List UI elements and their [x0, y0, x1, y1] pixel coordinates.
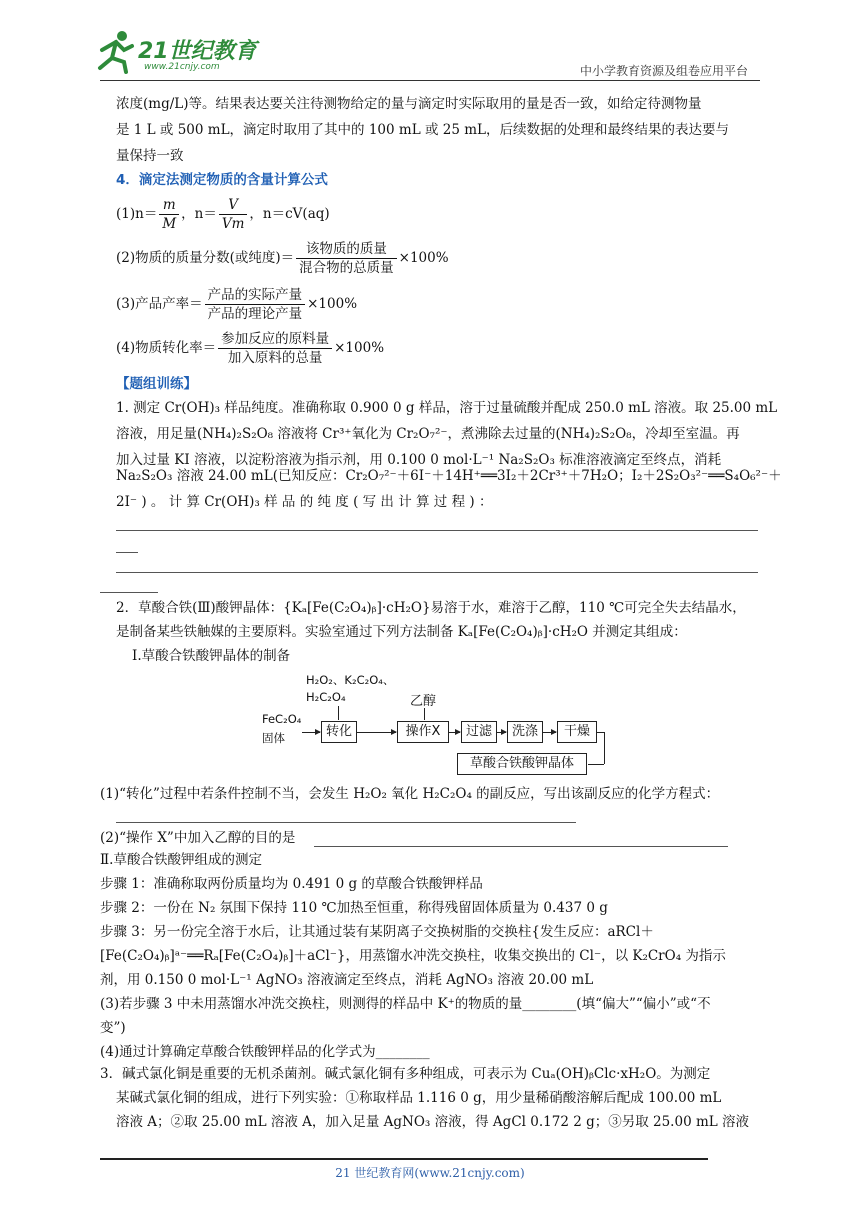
answer-blank[interactable]	[116, 822, 576, 823]
q2-step3: 剂，用 0.150 0 mol·L⁻¹ AgNO₃ 溶液滴定至终点，消耗 AgNO₃ 溶液 20.00 mL	[100, 972, 594, 988]
intro-line: 量保持一致	[116, 148, 184, 164]
logo-url: www.21cnjy.com	[144, 62, 220, 72]
q2-line: 2．草酸合铁(Ⅲ)酸钾晶体：{Kₐ[Fe(C₂O₄)ᵦ]·cH₂O}易溶于水，难溶于乙醇，110 ℃可完全失去结晶水，	[116, 600, 746, 616]
q2-sub1: (1)“转化”过程中若条件控制不当，会发生 H₂O₂ 氧化 H₂C₂O₄ 的副反应，写出该副反应的化学方程式：	[100, 786, 720, 802]
header-rule	[100, 80, 760, 81]
q2-step3: 步骤 3：另一份完全溶于水后，让其通过装有某阴离子交换树脂的交换柱{发生反应：aRCl＋	[100, 924, 654, 940]
formula-4: (4)物质转化率＝ $\frac{\text{参加反应的原料量}}{\text{加入原料的总量}}$ ×100%	[116, 331, 385, 366]
flow-line	[596, 732, 604, 733]
flow-arrow	[448, 732, 460, 733]
q1-line: 2I⁻ ) 。 计 算 Cr(OH)₃ 样 品 的 纯 度 ( 写 出 计 算 过 程 ) ：	[116, 494, 493, 510]
flow-line	[588, 764, 604, 765]
q2-sub2: (2)“操作 X”中加入乙醇的目的是	[100, 830, 296, 846]
footer-text: 21 世纪教育网(www.21cnjy.com)	[335, 1166, 525, 1180]
q2-step3: [Fe(C₂O₄)ᵦ]ᵃ⁻══Rₐ[Fe(C₂O₄)ᵦ]＋aCl⁻}，用蒸馏水冲洗交换柱，收集交换出的 Cl⁻，以 K₂CrO₄ 为指示	[100, 948, 726, 964]
q2-line: 是制备某些铁触媒的主要原料。实验室通过下列方法制备 Kₐ[Fe(C₂O₄)ᵦ]·cH₂O 并测定其组成：	[116, 624, 687, 640]
q2-sub3: 变”)	[100, 1020, 126, 1036]
q2-sub4: (4)通过计算确定草酸合铁酸钾样品的化学式为________	[100, 1044, 430, 1060]
q2-step2: 步骤 2：一份在 N₂ 氛围下保持 110 ℃加热至恒重，称得残留固体质量为 0.437 0 g	[100, 900, 608, 916]
q3-line: 某碱式氯化铜的组成，进行下列实验：①称取样品 1.116 0 g，用少量稀硝酸溶解后配成 100.00 mL	[116, 1090, 722, 1106]
logo	[92, 28, 262, 78]
q2-step1: 步骤 1：准确称取两份质量均为 0.491 0 g 的草酸合铁酸钾样品	[100, 876, 483, 892]
answer-blank[interactable]	[314, 846, 728, 847]
q1-line: 溶液，用足量(NH₄)₂S₂O₈ 溶液将 Cr³⁺氧化为 Cr₂O₇²⁻，煮沸除去过量的(NH₄)₂S₂O₈，冷却至室温。再	[116, 426, 740, 442]
formula-3: (3)产品产率＝ $\frac{\text{产品的实际产量}}{\text{产品的理论产量}}$ ×100%	[116, 287, 358, 322]
section-title: 4．滴定法测定物质的含量计算公式	[116, 172, 328, 188]
intro-line: 浓度(mg/L)等。结果表达要关注待测物给定的量与滴定时实际取用的量是否一致，如给定待测物量	[116, 96, 702, 112]
flow-box-opx: 操作X	[397, 721, 449, 743]
flow-arrow	[356, 732, 396, 733]
q2-sub3: (3)若步骤 3 中未用蒸馏水冲洗交换柱，则测得的样品中 K⁺的物质的量________(填“偏大”“偏小”或“不	[100, 996, 711, 1012]
q2-part2-title: Ⅱ.草酸合铁酸钾组成的测定	[100, 852, 262, 868]
answer-blank[interactable]	[100, 592, 158, 593]
q1-line: 加入过量 KI 溶液，以淀粉溶液为指示剂，用 0.100 0 mol·L⁻¹ Na₂S₂O₃ 标准溶液滴定至终点，消耗	[116, 452, 722, 468]
flow-line	[424, 708, 425, 720]
answer-blank[interactable]	[116, 552, 138, 553]
flow-box-dry: 干燥	[557, 721, 597, 743]
header-site-name: 中小学教育资源及组卷应用平台	[580, 64, 749, 78]
answer-blank[interactable]	[116, 530, 758, 531]
flow-box-product: 草酸合铁酸钾晶体	[457, 753, 587, 775]
flow-box-filter: 过滤	[461, 721, 497, 743]
flow-arrow	[302, 732, 320, 733]
flow-start: 固体	[262, 731, 285, 745]
flow-box-convert: 转化	[321, 721, 357, 743]
q1-line: 1. 测定 Cr(OH)₃ 样品纯度。准确称取 0.900 0 g 样品，溶于过量硫酸并配成 250.0 mL 溶液。取 25.00 mL	[116, 400, 778, 416]
q1-line: Na₂S₂O₃ 溶液 24.00 mL(已知反应：Cr₂O₇²⁻＋6I⁻＋14H⁺══3I₂＋2Cr³⁺＋7H₂O；I₂＋2S₂O₃²⁻══S₄O₆²⁻＋	[116, 468, 782, 484]
flow-line	[338, 706, 339, 720]
formula-2: (2)物质的质量分数(或纯度)＝ $\frac{\text{该物质的质量}}{\text{混合物的总质量}}$ ×100%	[116, 241, 449, 276]
flow-reagents: H₂C₂O₄	[306, 690, 346, 704]
flow-ethanol: 乙醇	[410, 694, 437, 709]
flow-line	[604, 732, 605, 764]
flow-start: FeC₂O₄	[262, 712, 302, 726]
q3-line: 溶液 A；②取 25.00 mL 溶液 A，加入足量 AgNO₃ 溶液，得 AgCl 0.172 2 g；③另取 25.00 mL 溶液	[116, 1114, 750, 1130]
flow-arrow	[542, 732, 556, 733]
footer-rule	[100, 1158, 708, 1160]
answer-blank[interactable]	[116, 572, 758, 573]
q2-line: Ⅰ.草酸合铁酸钾晶体的制备	[132, 648, 291, 664]
training-title: 【题组训练】	[116, 376, 197, 392]
logo-text: 21世纪教育	[138, 39, 257, 64]
flow-reagents: H₂O₂、K₂C₂O₄、	[306, 673, 395, 687]
flow-box-wash: 洗涤	[507, 721, 543, 743]
formula-1: (1)n＝ $\frac{m}{M}$ ，n＝ $\frac{V}{Vm}$ ，n＝cV(aq)	[116, 197, 330, 232]
flow-arrow	[496, 732, 506, 733]
runner-logo-icon	[92, 28, 138, 74]
q3-line: 3．碱式氯化铜是重要的无机杀菌剂。碱式氯化铜有多种组成，可表示为 Cuₐ(OH)ᵦClc·xH₂O。为测定	[100, 1066, 711, 1082]
intro-line: 是 1 L 或 500 mL，滴定时取用了其中的 100 mL 或 25 mL，后续数据的处理和最终结果的表达要与	[116, 122, 729, 138]
